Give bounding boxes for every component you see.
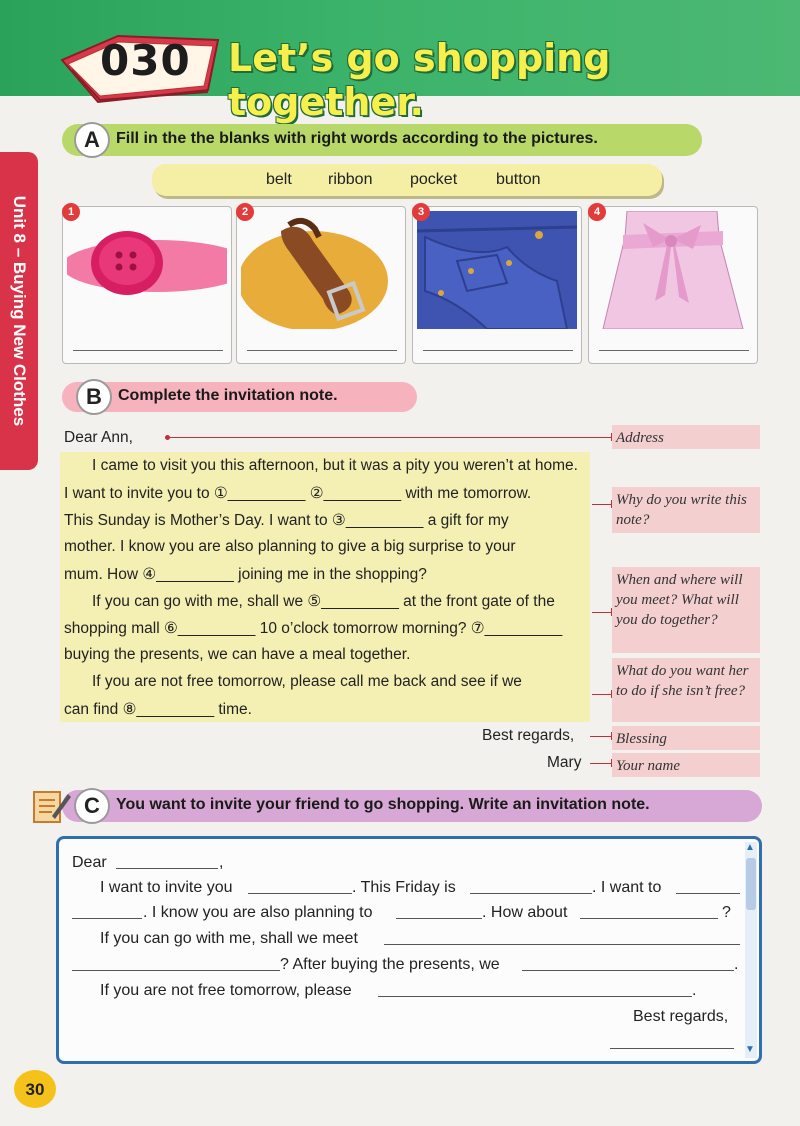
answer-line[interactable] — [116, 868, 218, 869]
picture-number-badge: 1 — [62, 203, 80, 221]
note-when-where: When and where will you meet? What will you do together? — [612, 567, 760, 653]
scroll-up-icon[interactable]: ▲ — [745, 842, 755, 853]
connector-line — [168, 437, 612, 438]
invitation-writing-box — [56, 836, 762, 1064]
answer-line[interactable] — [610, 1048, 734, 1049]
answer-line[interactable] — [73, 350, 223, 351]
word-bank-item: pocket — [410, 171, 458, 188]
word-bank — [152, 164, 662, 196]
note-blessing: Blessing — [612, 726, 760, 750]
c-text: . — [692, 982, 697, 999]
answer-line[interactable] — [676, 893, 740, 894]
c-text: If you can go with me, shall we meet — [100, 930, 358, 947]
letter-line: If you are not free tomorrow, please call me back and see if we — [92, 673, 522, 690]
c-text: ? — [722, 904, 731, 921]
picture-panel-2 — [236, 206, 406, 364]
button-icon — [67, 211, 227, 329]
c-regards: Best regards, — [633, 1008, 729, 1025]
answer-line[interactable] — [580, 918, 718, 919]
answer-line[interactable] — [599, 350, 749, 351]
letter-line: shopping mall ⑥_________ 10 o’clock tomorrow morning? ⑦_________ — [64, 620, 563, 637]
page-title: Let’s go shopping together. — [228, 36, 611, 124]
c-text: ? After buying the presents, we — [280, 956, 500, 973]
section-c-instruction: You want to invite your friend to go shopping. Write an invitation note. — [116, 796, 650, 813]
section-a-letter: A — [74, 122, 110, 158]
letter-line: I came to visit you this afternoon, but it was a pity you weren’t at home. — [92, 457, 578, 474]
answer-line[interactable] — [470, 893, 592, 894]
word-bank-item: button — [496, 171, 541, 188]
unit-side-tab-label: Unit 8 – Buying New Clothes — [10, 195, 29, 427]
c-text: . I know you are also planning to — [143, 904, 373, 921]
scroll-down-icon[interactable]: ▼ — [745, 1044, 755, 1055]
belt-icon — [241, 211, 401, 329]
answer-line[interactable] — [248, 893, 352, 894]
letter-line: mother. I know you are also planning to give a big surprise to your — [64, 538, 516, 555]
letter-greeting: Dear Ann, — [64, 429, 133, 446]
lesson-number: 030 — [100, 36, 191, 85]
letter-closing: Best regards, — [482, 727, 575, 744]
note-purpose: Why do you write this note? — [612, 487, 760, 533]
note-address: Address — [612, 425, 760, 449]
answer-line[interactable] — [72, 970, 280, 971]
c-text: I want to invite you — [100, 879, 233, 896]
c-text: . How about — [482, 904, 568, 921]
answer-line[interactable] — [384, 944, 740, 945]
section-b-instruction: Complete the invitation note. — [118, 387, 338, 404]
connector-line — [590, 763, 612, 764]
ribbon-icon — [593, 211, 753, 329]
letter-line: This Sunday is Mother’s Day. I want to ③_________ a gift for my — [64, 512, 509, 529]
c-text: . — [734, 956, 739, 973]
connector-line — [592, 612, 612, 613]
c-dear: Dear — [72, 854, 107, 871]
picture-number-badge: 4 — [588, 203, 606, 221]
pocket-icon — [417, 211, 577, 329]
answer-line[interactable] — [378, 996, 692, 997]
letter-line: mum. How ④_________ joining me in the shopping? — [64, 566, 427, 583]
page-number: 30 — [25, 1080, 45, 1099]
picture-panel-1 — [62, 206, 232, 364]
letter-line: can find ⑧_________ time. — [64, 701, 252, 718]
c-text: If you are not free tomorrow, please — [100, 982, 352, 999]
note-if-not-free: What do you want her to do if she isn’t free? — [612, 658, 760, 722]
picture-panel-4 — [588, 206, 758, 364]
c-comma: , — [219, 854, 224, 871]
letter-line: If you can go with me, shall we ⑤_________ at the front gate of the — [92, 593, 555, 610]
picture-number-badge: 2 — [236, 203, 254, 221]
picture-number-badge: 3 — [412, 203, 430, 221]
letter-line: buying the presents, we can have a meal together. — [64, 646, 411, 663]
section-c-letter: C — [74, 788, 110, 824]
answer-line[interactable] — [72, 918, 142, 919]
connector-line — [590, 736, 612, 737]
answer-line[interactable] — [247, 350, 397, 351]
connector-line — [592, 694, 612, 695]
word-bank-item: ribbon — [328, 171, 373, 188]
letter-signature: Mary — [547, 754, 582, 771]
answer-line[interactable] — [522, 970, 734, 971]
c-text: . This Friday is — [352, 879, 456, 896]
section-b-letter: B — [76, 379, 112, 415]
answer-line[interactable] — [396, 918, 482, 919]
letter-line: I want to invite you to ①_________ ②_________ with me tomorrow. — [64, 485, 532, 502]
section-a-instruction: Fill in the the blanks with right words according to the pictures. — [116, 130, 598, 147]
picture-panel-3 — [412, 206, 582, 364]
writing-icon — [30, 786, 72, 826]
note-your-name: Your name — [612, 753, 760, 777]
c-text: . I want to — [592, 879, 662, 896]
scrollbar-thumb[interactable] — [746, 858, 756, 910]
connector-line — [592, 504, 612, 505]
word-bank-item: belt — [266, 171, 292, 188]
answer-line[interactable] — [423, 350, 573, 351]
